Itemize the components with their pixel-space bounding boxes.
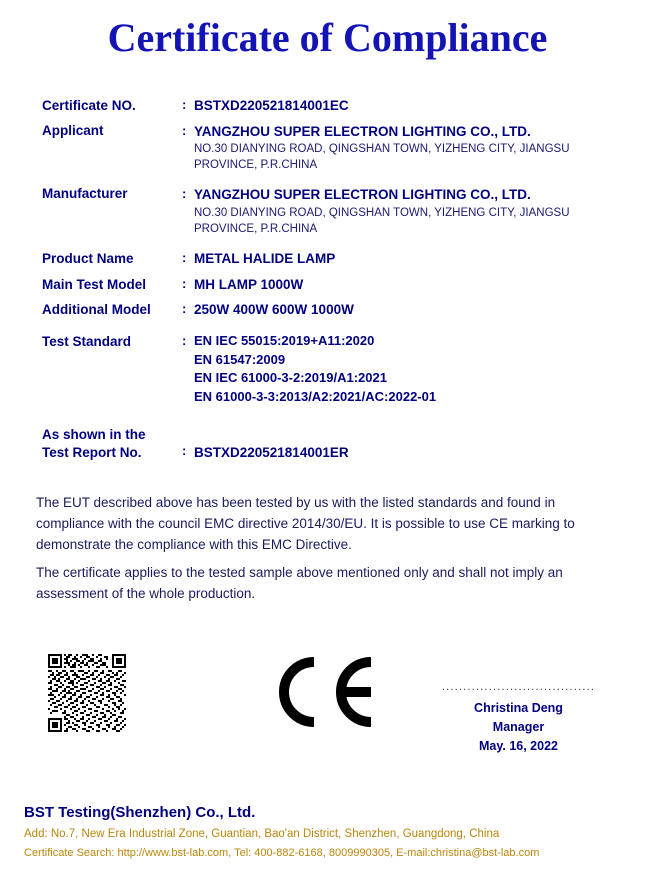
field-row-applicant bbox=[42, 122, 619, 174]
certificate-fields bbox=[0, 96, 655, 463]
field-label bbox=[42, 425, 182, 462]
field-colon: : bbox=[182, 332, 187, 348]
field-value: BSTXD220521814001EC bbox=[194, 98, 349, 113]
field-colon: : bbox=[182, 250, 187, 266]
field-label: Manufacturer bbox=[42, 186, 128, 202]
statement-paragraph-2: The certificate applies to the tested sample above mentioned only and shall not imply an assessment of the whole production. bbox=[36, 565, 563, 602]
page-footer bbox=[0, 804, 655, 859]
qr-code-icon bbox=[48, 654, 126, 732]
field-colon: : bbox=[182, 301, 187, 317]
field-value bbox=[194, 122, 619, 174]
field-row-additional-model bbox=[42, 300, 619, 320]
field-colon: : bbox=[182, 275, 187, 291]
signatory-role: Manager bbox=[492, 719, 545, 734]
field-value-address: NO.30 DIANYING ROAD, QINGSHAN TOWN, YIZHENG CITY, JIANGSU PROVINCE, P.R.CHINA bbox=[194, 206, 570, 235]
field-value-main: YANGZHOU SUPER ELECTRON LIGHTING CO., LTD. bbox=[194, 187, 531, 203]
footer-company-name: BST Testing(Shenzhen) Co., Ltd. bbox=[24, 804, 256, 821]
field-colon: : bbox=[182, 97, 187, 112]
field-row-test-report-no bbox=[42, 425, 619, 463]
field-value bbox=[194, 185, 619, 237]
field-label: Applicant bbox=[42, 122, 104, 138]
marks-and-signature bbox=[0, 634, 655, 794]
field-value: BSTXD220521814001ER bbox=[194, 445, 349, 461]
field-row-certificate-no bbox=[42, 96, 619, 116]
field-label: Product Name bbox=[42, 251, 134, 267]
field-row-product-name bbox=[42, 249, 619, 269]
field-label: Test Standard bbox=[42, 333, 132, 349]
compliance-statement bbox=[0, 493, 655, 606]
field-label-line1: As shown in the bbox=[42, 427, 146, 443]
field-value: 250W 400W 600W 1000W bbox=[194, 302, 354, 318]
field-value bbox=[194, 332, 619, 407]
test-standard-line: EN 61547:2009 bbox=[194, 351, 286, 367]
field-label: Additional Model bbox=[42, 302, 151, 318]
field-colon: : bbox=[182, 186, 187, 202]
statement-paragraph-1: The EUT described above has been tested by us with the listed standards and found in compliance with the council EMC directive 2014/30/EU. It is possible to use CE marking to demonstrate the compliance with this EMC Directive. bbox=[36, 494, 575, 552]
field-value-address: NO.30 DIANYING ROAD, QINGSHAN TOWN, YIZHENG CITY, JIANGSU PROVINCE, P.R.CHINA bbox=[194, 143, 570, 172]
field-value: MH LAMP 1000W bbox=[194, 276, 304, 292]
signature-block bbox=[426, 682, 611, 755]
field-colon: : bbox=[182, 122, 187, 138]
page-title: Certificate of Compliance bbox=[107, 15, 548, 60]
field-label: Main Test Model bbox=[42, 276, 147, 292]
field-value-main: YANGZHOU SUPER ELECTRON LIGHTING CO., LTD. bbox=[194, 123, 531, 139]
signature-line: .................................... bbox=[441, 682, 596, 693]
test-standard-line: EN 61000-3-3:2013/A2:2021/AC:2022-01 bbox=[194, 389, 437, 405]
field-value: METAL HALIDE LAMP bbox=[194, 251, 336, 267]
certificate-page bbox=[0, 14, 655, 871]
signatory-name: Christina Deng bbox=[474, 701, 563, 715]
field-row-test-standard bbox=[42, 332, 619, 407]
field-row-manufacturer bbox=[42, 185, 619, 237]
ce-mark-icon bbox=[268, 652, 388, 732]
field-label-line2: Test Report No. bbox=[42, 445, 142, 461]
field-row-main-test-model bbox=[42, 275, 619, 295]
issue-date: May. 16, 2022 bbox=[479, 738, 558, 753]
field-label: Certificate NO. bbox=[42, 98, 136, 113]
footer-address: Add: No.7, New Era Industrial Zone, Guantian, Bao'an District, Shenzhen, Guangdong, China bbox=[24, 828, 500, 840]
test-standard-line: EN IEC 55015:2019+A11:2020 bbox=[194, 332, 375, 348]
test-standard-line: EN IEC 61000-3-2:2019/A1:2021 bbox=[194, 370, 387, 386]
field-colon: : bbox=[182, 443, 187, 459]
footer-certificate-search: Certificate Search: http://www.bst-lab.com, Tel: 400-882-6168, 8009990305, E-mail:christina@bst-lab.com bbox=[24, 847, 540, 859]
